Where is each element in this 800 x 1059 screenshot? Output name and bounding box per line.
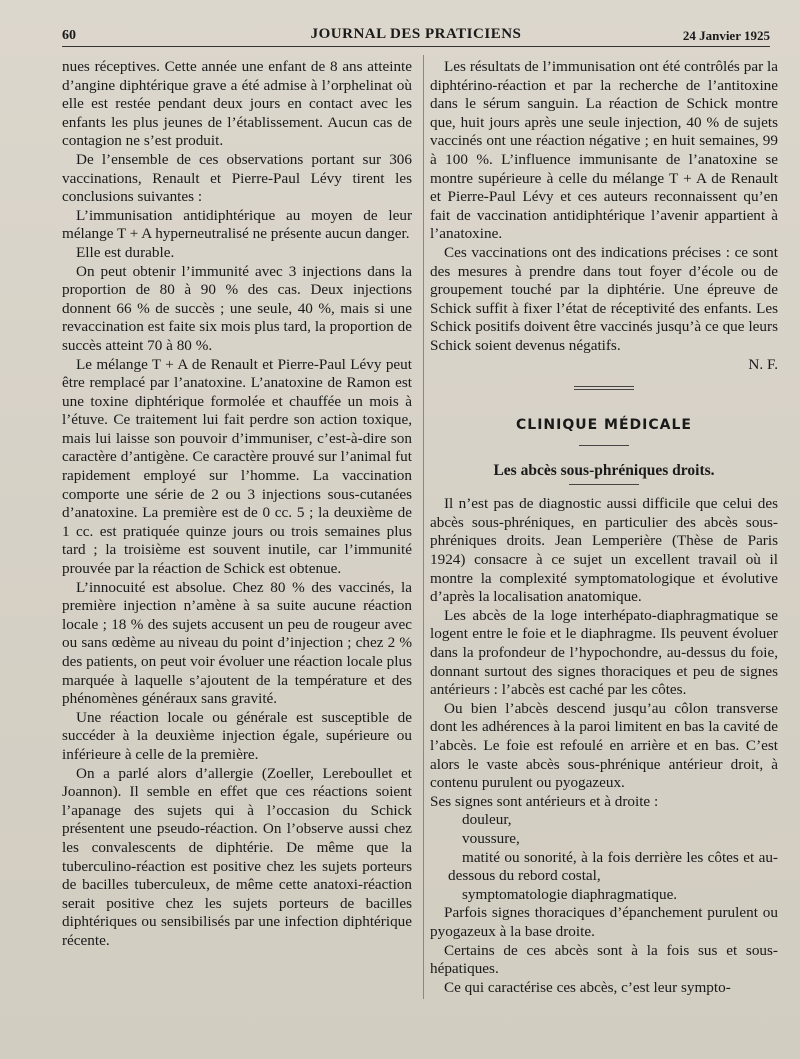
paragraph: Elle est durable.	[76, 243, 175, 261]
page-header	[62, 22, 770, 48]
page-number: 60	[62, 28, 76, 43]
paragraph: L’immunisation antidiphtérique au moyen de leur mélange T + A hyperneutralisé ne présente aucun danger.	[62, 206, 412, 243]
paragraph: De l’ensemble de ces observations portant sur 306 vaccinations, Renault et Pierre-Paul Lévy tirent les conclusions suivantes :	[62, 150, 412, 206]
paragraph: Certains de ces abcès sont à la fois sus et sous-hépatiques.	[430, 941, 778, 978]
list-item: voussure,	[462, 829, 520, 847]
journal-title: JOURNAL DES PRATICIENS	[310, 26, 522, 42]
column-divider	[423, 55, 424, 999]
paragraph: Ou bien l’abcès descend jusqu’au côlon transverse dont les adhérences à la paroi limitent en bas la cavité de l’abcès. Le foie est refoulé en arrière et en bas. C’est alors le vaste abcès sous-phrénique antérieur droit, à contenu purulent ou pyogazeux.	[430, 699, 778, 792]
author-signature: N. F.	[748, 355, 778, 373]
paragraph: Ce qui caractérise ces abcès, c’est leur sympto-	[444, 978, 731, 996]
section-separator	[574, 386, 634, 390]
paragraph: On peut obtenir l’immunité avec 3 injections dans la proportion de 80 à 90 % des cas. Deux injections donnent 66 % de succès ; une seule, 40 %, mais si une revaccination est faite six mois plus tard, la proportion de succès atteint 70 à 80 %.	[62, 262, 412, 354]
list-item: matité ou sonorité, à la fois derrière les côtes et au-dessous du rebord costal,	[448, 848, 778, 885]
paragraph: nues réceptives. Cette année une enfant de 8 ans atteinte d’angine diphtérique grave a été admise à l’orphelinat où elle est restée pendant deux jours en contact avec les enfants les plus jeunes de l’établissement. Aucun cas de contagion ne s’est produit.	[62, 58, 412, 150]
left-column	[62, 58, 412, 951]
paragraph: On a parlé alors d’allergie (Zoeller, Lereboullet et Joannon). Il semble en effet que ces réactions soient l’apanage des sujets qui à l’occasion du Schick présentent une pseudo-réaction. On l’observe aussi chez les convalescents de diphtérie. De même que la tuberculino-réaction est positive chez les sujets porteurs de bacilles tuberculeux, de même cette anatoxi-réaction serait positive chez les sujets porteurs de bacilles diphtériques ou sensibilisés par une infection diphtérique récente.	[62, 764, 412, 949]
paragraph: Parfois signes thoraciques d’épanchement purulent ou pyogazeux à la base droite.	[430, 904, 778, 940]
right-column	[430, 58, 778, 997]
paragraph: Les résultats de l’immunisation ont été contrôlés par la diphtérino-réaction et par la recherche de l’antitoxine dans le sérum sanguin. La réaction de Schick montre que, huit jours après une seule injection, 40 % de sujets vaccinés ont une réaction négative ; en huit semaines, 99 à 100 %. L’influence immunisante de l’anatoxine se montre supérieure à celle du mélange T + A de Renault et Pierre-Paul Lévy et ces auteurs reconnaissent qu’en fait de vaccination antidiphtérique l’avenir appartient à l’anatoxine.	[430, 58, 778, 243]
paragraph: Le mélange T + A de Renault et Pierre-Paul Lévy peut être remplacé par l’anatoxine. L’anatoxine de Ramon est une toxine diphtérique formolée et chauffée un mois à l’étuve. Ce traitement lui fait perdre son action toxique, mais lui laisse son pouvoir d’immuniser, c’est-à-dire son caractère d’antigène. Ce caractère prouvé sur l’animal fut rapidement employé sur l’homme. La vaccination comporte une série de 2 ou 3 injections sous-cutanées d’anatoxine. La première est de 0 cc. 5 ; la deuxième de 1 cc. est pratiquée quinze jours ou trois semaines plus tard ; la troisième est souvent inutile, car l’immunité prouvée par la réaction de Schick est obtenue.	[62, 355, 412, 578]
paragraph: L’innocuité est absolue. Chez 80 % des vaccinés, la première injection n’amène à sa suite aucune réaction locale ; 18 % des sujets accusent un peu de rougeur avec ou sans œdème au niveau du point d’injection ; chez 2 % des patients, on peut voir évoluer une réaction locale plus marquée à laquelle s’ajoutent de la température et des phénomènes généraux sans gravité.	[62, 578, 412, 708]
article-title: Les abcès sous-phréniques droits.	[493, 461, 715, 479]
issue-date: 24 Janvier 1925	[682, 28, 770, 43]
section-title: CLINIQUE MÉDICALE	[516, 417, 692, 434]
list-item: douleur,	[462, 811, 512, 829]
paragraph: Il n’est pas de diagnostic aussi difficile que celui des abcès sous-phréniques, en particulier des abcès sous-phréniques droits. Jean Lemperière (Thèse de Paris 1924) consacre à ce sujet un excellent travail où il montre la complexité symptomatologique et évolutive d’après la localisation anatomique.	[430, 495, 778, 606]
paragraph: Ces vaccinations ont des indications précises : ce sont des mesures à prendre dans tout foyer d’école ou de groupement touché par la diphtérie. Une épreuve de Schick suffit à fixer l’état de réceptivité des enfants. Les Schick positifs doivent être vaccinés jusqu’à ce que leurs Schick soient devenus négatifs.	[430, 243, 778, 354]
paragraph: Une réaction locale ou générale est susceptible de succéder à la deuxième injection égale, supérieure ou inférieure à celle de la première.	[62, 708, 412, 763]
header-rule	[62, 46, 770, 47]
section-rule	[579, 445, 629, 446]
paragraph: Ses signes sont antérieurs et à droite :	[430, 792, 659, 810]
list-item: symptomatologie diaphragmatique.	[462, 885, 678, 903]
paragraph: Les abcès de la loge interhépato-diaphragmatique se logent entre le foie et le diaphragme. Ils peuvent évoluer dans la profondeur de l’hypochondre, au-dessus du foie, donnant surtout des signes thoraciques et peu de signes antérieurs : l’abcès est caché par les côtes.	[430, 606, 778, 699]
article-rule	[569, 484, 639, 485]
